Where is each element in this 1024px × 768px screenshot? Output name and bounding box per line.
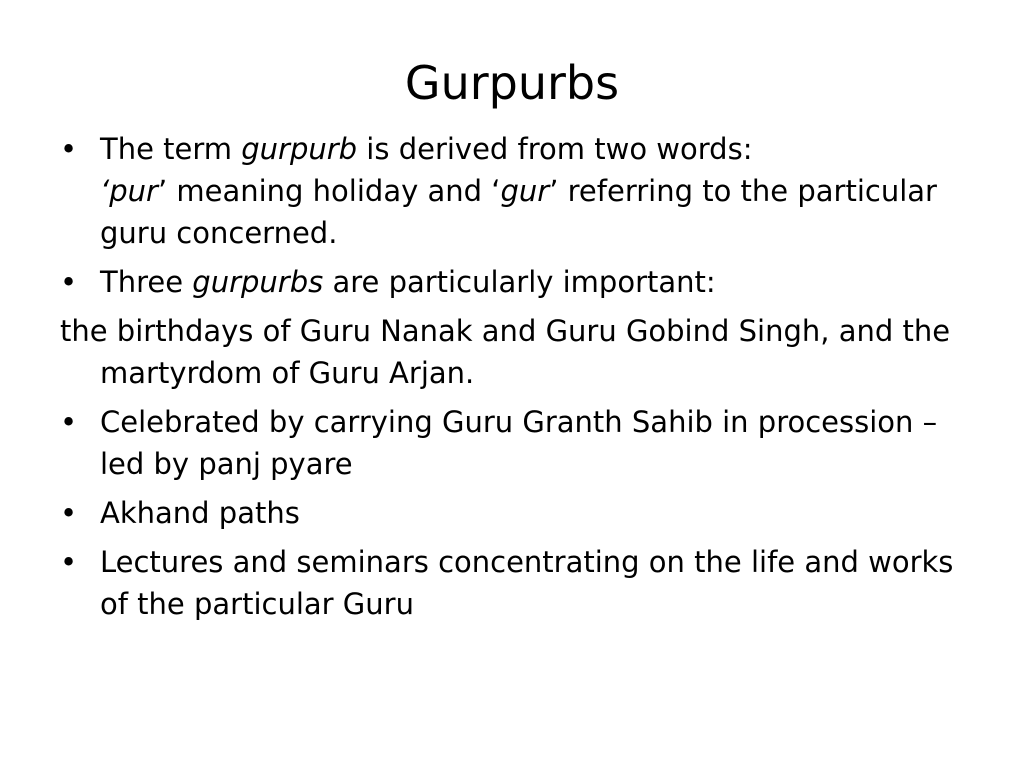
paragraph-birthdays: the birthdays of Guru Nanak and Guru Gobind Singh, and the martyrdom of Guru Arjan. (60, 314, 951, 390)
text-run: is derived from two words: (357, 132, 753, 166)
bullet-dot: • (60, 132, 78, 166)
italic-term-gur: gur (500, 174, 550, 208)
bullet-dot: • (60, 265, 78, 299)
bullet-item-lectures (60, 541, 960, 625)
bullet-item-akhand-paths (60, 492, 960, 534)
bullet-dot: • (60, 545, 78, 579)
bullet-dot: • (60, 405, 78, 439)
text-run: Three (100, 265, 193, 299)
text-run: Akhand paths (100, 496, 300, 530)
text-run: Celebrated by carrying Guru Granth Sahib in procession – led by panj pyare (100, 405, 938, 481)
italic-term-pur: ‘pur (100, 174, 158, 208)
text-run: ’ meaning holiday and ‘ (157, 174, 501, 208)
slide-title: Gurpurbs (404, 56, 620, 110)
italic-term-gurpurbs: gurpurbs (192, 265, 324, 299)
bullet-dot: • (60, 496, 78, 530)
bullet-item-celebrated (60, 401, 960, 485)
slide-body (60, 128, 960, 632)
text-run: ’ referring to the particular guru concerned. (100, 174, 937, 250)
text-run: are particularly important: (323, 265, 716, 299)
text-run: Lectures and seminars concentrating on the life and works of the particular Guru (100, 545, 954, 621)
bullet-item-gurpurb-definition (60, 128, 960, 254)
text-run: The term (100, 132, 242, 166)
bullet-item-three-gurpurbs (60, 261, 960, 303)
italic-term-gurpurb: gurpurb (241, 132, 358, 166)
